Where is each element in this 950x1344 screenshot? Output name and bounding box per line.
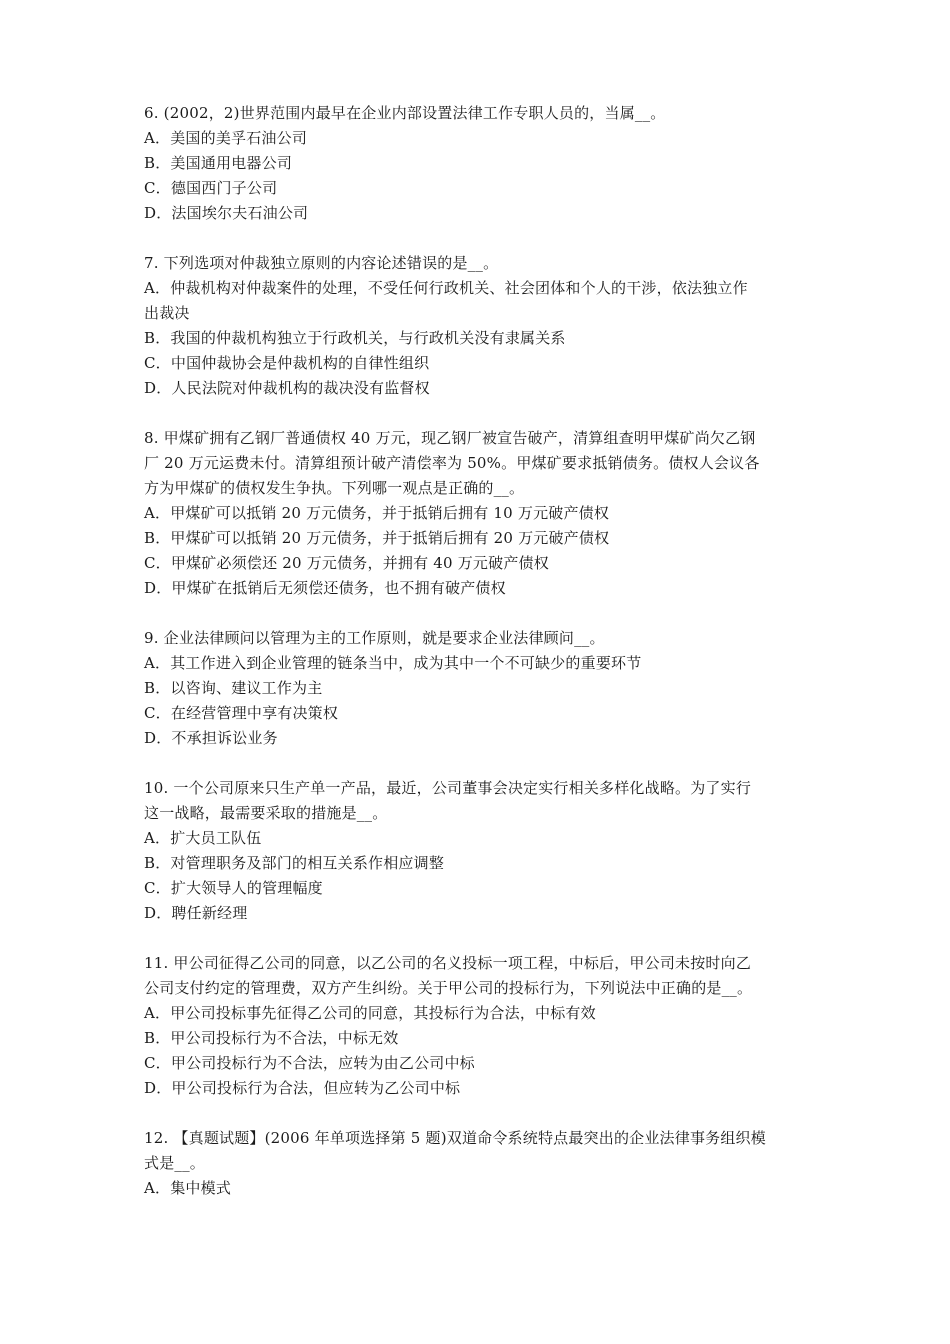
question-stem: 11. 甲公司征得乙公司的同意，以乙公司的名义投标一项工程，中标后，甲公司未按时向乙 bbox=[144, 954, 752, 972]
question-10 bbox=[144, 776, 824, 926]
option-c: C．甲公司投标行为不合法，应转为由乙公司中标 bbox=[144, 1054, 475, 1072]
option-a: A．甲公司投标事先征得乙公司的同意，其投标行为合法，中标有效 bbox=[144, 1004, 596, 1022]
option-d: D．不承担诉讼业务 bbox=[144, 729, 278, 747]
question-stem: 7. 下列选项对仲裁独立原则的内容论述错误的是__。 bbox=[144, 254, 499, 272]
option-b: B．以咨询、建议工作为主 bbox=[144, 679, 323, 697]
question-stem: 12. 【真题试题】(2006 年单项选择第 5 题)双道命令系统特点最突出的企业法律事务组织模 bbox=[144, 1129, 766, 1147]
option-d: D．人民法院对仲裁机构的裁决没有监督权 bbox=[144, 379, 430, 397]
option-c: C．德国西门子公司 bbox=[144, 179, 278, 197]
option-d: D．甲公司投标行为合法，但应转为乙公司中标 bbox=[144, 1079, 461, 1097]
question-stem-continued: 式是__。 bbox=[144, 1154, 206, 1172]
option-a: A．美国的美孚石油公司 bbox=[144, 129, 308, 147]
question-8 bbox=[144, 426, 824, 601]
option-b: B．甲煤矿可以抵销 20 万元债务，并于抵销后拥有 20 万元破产债权 bbox=[144, 529, 610, 547]
question-list bbox=[144, 101, 824, 1226]
option-c: C．扩大领导人的管理幅度 bbox=[144, 879, 323, 897]
question-stem-continued: 这一战略，最需要采取的措施是__。 bbox=[144, 804, 388, 822]
option-b: B．对管理职务及部门的相互关系作相应调整 bbox=[144, 854, 445, 872]
option-b: B．甲公司投标行为不合法，中标无效 bbox=[144, 1029, 399, 1047]
question-stem-continued: 厂 20 万元运费未付。清算组预计破产清偿率为 50%。甲煤矿要求抵销债务。债权人会议各 bbox=[144, 454, 760, 472]
option-a: A．甲煤矿可以抵销 20 万元债务，并于抵销后拥有 10 万元破产债权 bbox=[144, 504, 610, 522]
question-stem: 9. 企业法律顾问以管理为主的工作原则，就是要求企业法律顾问__。 bbox=[144, 629, 605, 647]
question-12 bbox=[144, 1126, 824, 1201]
question-11 bbox=[144, 951, 824, 1101]
option-d: D．甲煤矿在抵销后无须偿还债务，也不拥有破产债权 bbox=[144, 579, 506, 597]
option-b: B．美国通用电器公司 bbox=[144, 154, 293, 172]
option-c: C．在经营管理中享有决策权 bbox=[144, 704, 339, 722]
option-a-continued: 出裁决 bbox=[144, 304, 190, 322]
question-stem: 6. (2002，2)世界范围内最早在企业内部设置法律工作专职人员的，当属__。 bbox=[144, 104, 666, 122]
option-a: A．集中模式 bbox=[144, 1179, 232, 1197]
option-c: C．中国仲裁协会是仲裁机构的自律性组织 bbox=[144, 354, 430, 372]
question-stem: 10. 一个公司原来只生产单一产品，最近，公司董事会决定实行相关多样化战略。为了实行 bbox=[144, 779, 752, 797]
question-9 bbox=[144, 626, 824, 751]
option-a: A．仲裁机构对仲裁案件的处理，不受任何行政机关、社会团体和个人的干涉，依法独立作 bbox=[144, 279, 748, 297]
question-stem-continued: 公司支付约定的管理费，双方产生纠纷。关于甲公司的投标行为，下列说法中正确的是__。 bbox=[144, 979, 753, 997]
option-a: A．扩大员工队伍 bbox=[144, 829, 262, 847]
option-b: B．我国的仲裁机构独立于行政机关，与行政机关没有隶属关系 bbox=[144, 329, 566, 347]
question-stem-continued: 方为甲煤矿的债权发生争执。下列哪一观点是正确的__。 bbox=[144, 479, 525, 497]
question-6 bbox=[144, 101, 824, 226]
option-d: D．法国埃尔夫石油公司 bbox=[144, 204, 309, 222]
option-d: D．聘任新经理 bbox=[144, 904, 248, 922]
question-stem: 8. 甲煤矿拥有乙钢厂普通债权 40 万元，现乙钢厂被宣告破产，清算组查明甲煤矿尚欠乙钢 bbox=[144, 429, 756, 447]
question-7 bbox=[144, 251, 824, 401]
option-c: C．甲煤矿必须偿还 20 万元债务，并拥有 40 万元破产债权 bbox=[144, 554, 549, 572]
option-a: A．其工作进入到企业管理的链条当中，成为其中一个不可缺少的重要环节 bbox=[144, 654, 642, 672]
